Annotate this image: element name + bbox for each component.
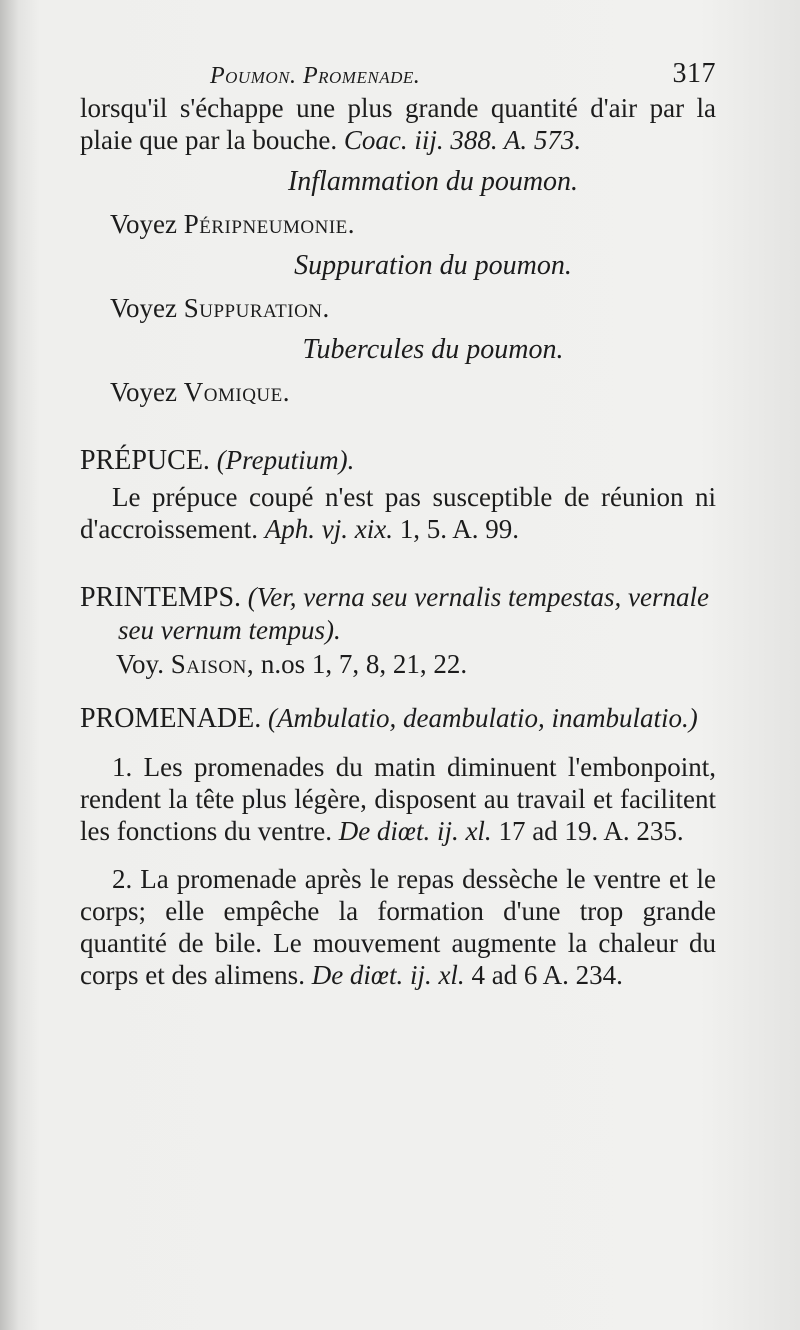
continuation-text: lorsqu'il s'échappe une plus grande quantité d'air par la plaie que par la bouche. xyxy=(80,93,716,155)
headword: PRÉPUCE. xyxy=(80,445,210,476)
headword: PROMENADE. xyxy=(80,703,262,734)
entry-heading xyxy=(80,444,716,477)
running-head xyxy=(80,52,716,92)
continuation-ref: Coac. iij. 388. A. 573. xyxy=(343,125,582,155)
see-also xyxy=(110,292,716,324)
ref-source: De diœt. ij. xl. xyxy=(311,960,465,990)
see-target: Suppuration. xyxy=(183,293,330,323)
ref-locator: 1, 5. A. 99. xyxy=(399,514,520,544)
continuation-paragraph xyxy=(80,92,716,156)
see-label: Voyez xyxy=(110,293,177,323)
entry-text xyxy=(80,481,716,545)
subentry-title: Suppuration du poumon. xyxy=(294,250,572,281)
numbered-paragraph xyxy=(80,751,716,847)
see-target: Saison, xyxy=(170,649,255,679)
item-number: 1. xyxy=(112,752,133,782)
entry-heading xyxy=(80,702,716,735)
entry-heading xyxy=(80,581,716,646)
entry-body: Le prépuce coupé n'est pas susceptible de réunion ni d'accroissement. xyxy=(80,482,716,544)
subentry-suppuration xyxy=(80,250,716,324)
see-target: Vomique. xyxy=(183,377,290,407)
numbered-paragraph xyxy=(80,863,716,991)
running-head-title: Poumon. Promenade. xyxy=(210,63,421,89)
headword: PRINTEMPS. xyxy=(80,582,242,613)
ref-source: De diœt. ij. xl. xyxy=(338,816,492,846)
subentry-inflammation xyxy=(80,166,716,240)
latin-term: (Preputium). xyxy=(216,445,355,475)
item-text: La promenade après le repas dessèche le ventre et le corps; elle empêche la formation d'une trop grande quantité de bile. Le mouvement augmente la chaleur du corps et des alimens. xyxy=(80,864,716,990)
see-also xyxy=(116,648,716,680)
see-label: Voyez xyxy=(110,377,177,407)
page-content xyxy=(80,52,716,991)
see-label: Voy. xyxy=(116,649,165,679)
item-number: 2. xyxy=(112,864,133,894)
ref-locator: 4 ad 6 A. 234. xyxy=(471,960,623,990)
see-also xyxy=(110,376,716,408)
see-target: Péripneumonie. xyxy=(183,209,356,239)
ref-source: Aph. vj. xix. xyxy=(264,514,393,544)
subentry-title: Inflammation du poumon. xyxy=(287,166,579,197)
see-also xyxy=(110,208,716,240)
ref-locator: 17 ad 19. A. 235. xyxy=(498,816,684,846)
item-text: Les promenades du matin diminuent l'embonpoint, rendent la tête plus légère, disposent au travail et facilitent les fonctions du ventre. xyxy=(80,752,716,846)
page-number: 317 xyxy=(672,58,716,89)
page-gutter xyxy=(0,0,18,1330)
latin-term: (Ver, verna seu vernalis tempestas, vernale seu vernum tempus). xyxy=(118,582,709,645)
latin-term: (Ambulatio, deambulatio, inambulatio.) xyxy=(267,703,698,733)
see-label: Voyez xyxy=(110,209,177,239)
entry-promenade xyxy=(80,702,716,991)
entry-prepuce xyxy=(80,444,716,545)
subentry-tubercules xyxy=(80,334,716,408)
see-refs: n.os 1, 7, 8, 21, 22. xyxy=(260,649,468,679)
subentry-title: Tubercules du poumon. xyxy=(302,334,564,365)
entry-printemps xyxy=(80,581,716,680)
